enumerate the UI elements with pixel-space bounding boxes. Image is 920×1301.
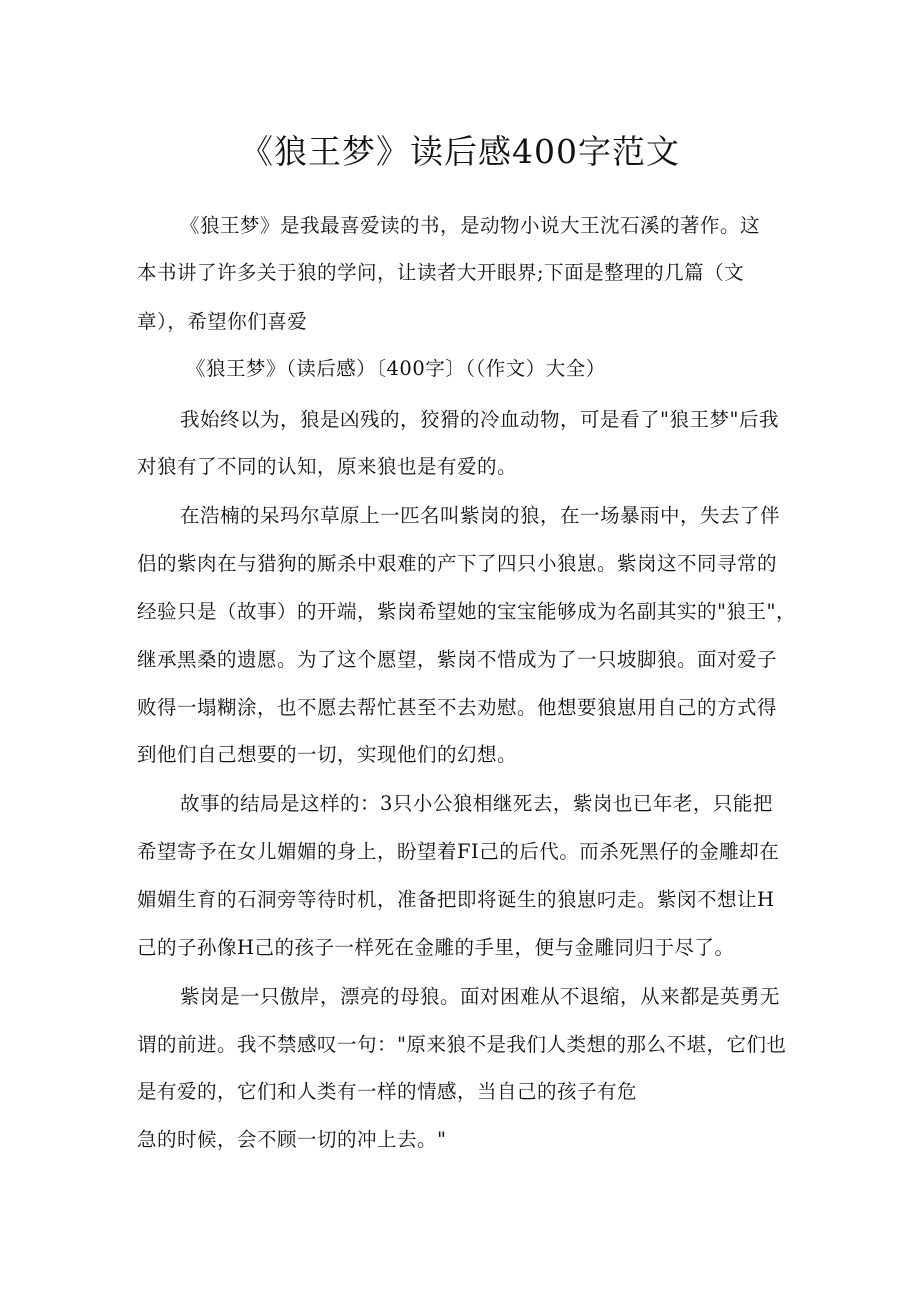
paragraph-line: 侣的紫肉在与猎狗的厮杀中艰难的产下了四只小狼崽。紫岗这不同寻常的 — [137, 552, 778, 575]
subheading: 《狼王梦》（读后感）〔400字〕（（作文）大全） — [186, 357, 606, 380]
paragraph-line: 章），希望你们喜爱 — [137, 310, 308, 333]
paragraph-line: 急的时候，会不顾一切的冲上去。" — [137, 1128, 447, 1151]
paragraph-line: 败得一塌糊涂，也不愿去帮忙甚至不去劝慰。他想要狼崽用自己的方式得 — [137, 696, 778, 719]
document-title: 《狼王梦》读后感400字范文 — [240, 132, 680, 171]
paragraph-line: 经验只是（故事）的开端，紫岗希望她的宝宝能够成为名副其实的"狼王"， — [137, 600, 796, 623]
paragraph-line: 媚媚生育的石洞旁等待时机，准备把即将诞生的狼崽叼走。紫闵不想让H — [137, 888, 775, 911]
paragraph-line: 是有爱的，它们和人类有一样的情感，当自己的孩子有危 — [137, 1080, 638, 1103]
paragraph-line: 《狼王梦》是我最喜爱读的书，是动物小说大王沈石溪的著作。这 — [180, 214, 761, 237]
paragraph-line: 本书讲了许多关于狼的学问，让读者大开眼界;下面是整理的几篇（文 — [137, 261, 745, 284]
paragraph-line: 我始终以为，狼是凶残的，狡猾的冷血动物，可是看了"狼王梦"后我 — [180, 408, 779, 431]
paragraph-line: 故事的结局是这样的：3只小公狼相继死去，紫岗也已年老，只能把 — [180, 792, 773, 815]
paragraph-line: 紫岗是一只傲岸，漂亮的母狼。面对困难从不退缩，从来都是英勇无 — [180, 985, 781, 1008]
paragraph-line: 己的子孙像H己的孩子一样死在金雕的手里，便与金雕同归于尽了。 — [137, 936, 735, 959]
paragraph-line: 继承黑桑的遗愿。为了这个愿望，紫岗不惜成为了一只坡脚狼。面对爱子 — [137, 648, 778, 671]
paragraph-line: 在浩楠的呆玛尔草原上一匹名叫紫岗的狼，在一场暴雨中，失去了伴 — [180, 504, 781, 527]
paragraph-line: 到他们自己想要的一切，实现他们的幻想。 — [137, 743, 518, 766]
paragraph-line: 对狼有了不同的认知，原来狼也是有爱的。 — [137, 455, 518, 478]
paragraph-line: 谓的前进。我不禁感叹一句："原来狼不是我们人类想的那么不堪，它们也 — [137, 1033, 787, 1056]
paragraph-line: 希望寄予在女儿媚媚的身上，盼望着FI己的后代。而杀死黑仔的金雕却在 — [137, 840, 780, 863]
